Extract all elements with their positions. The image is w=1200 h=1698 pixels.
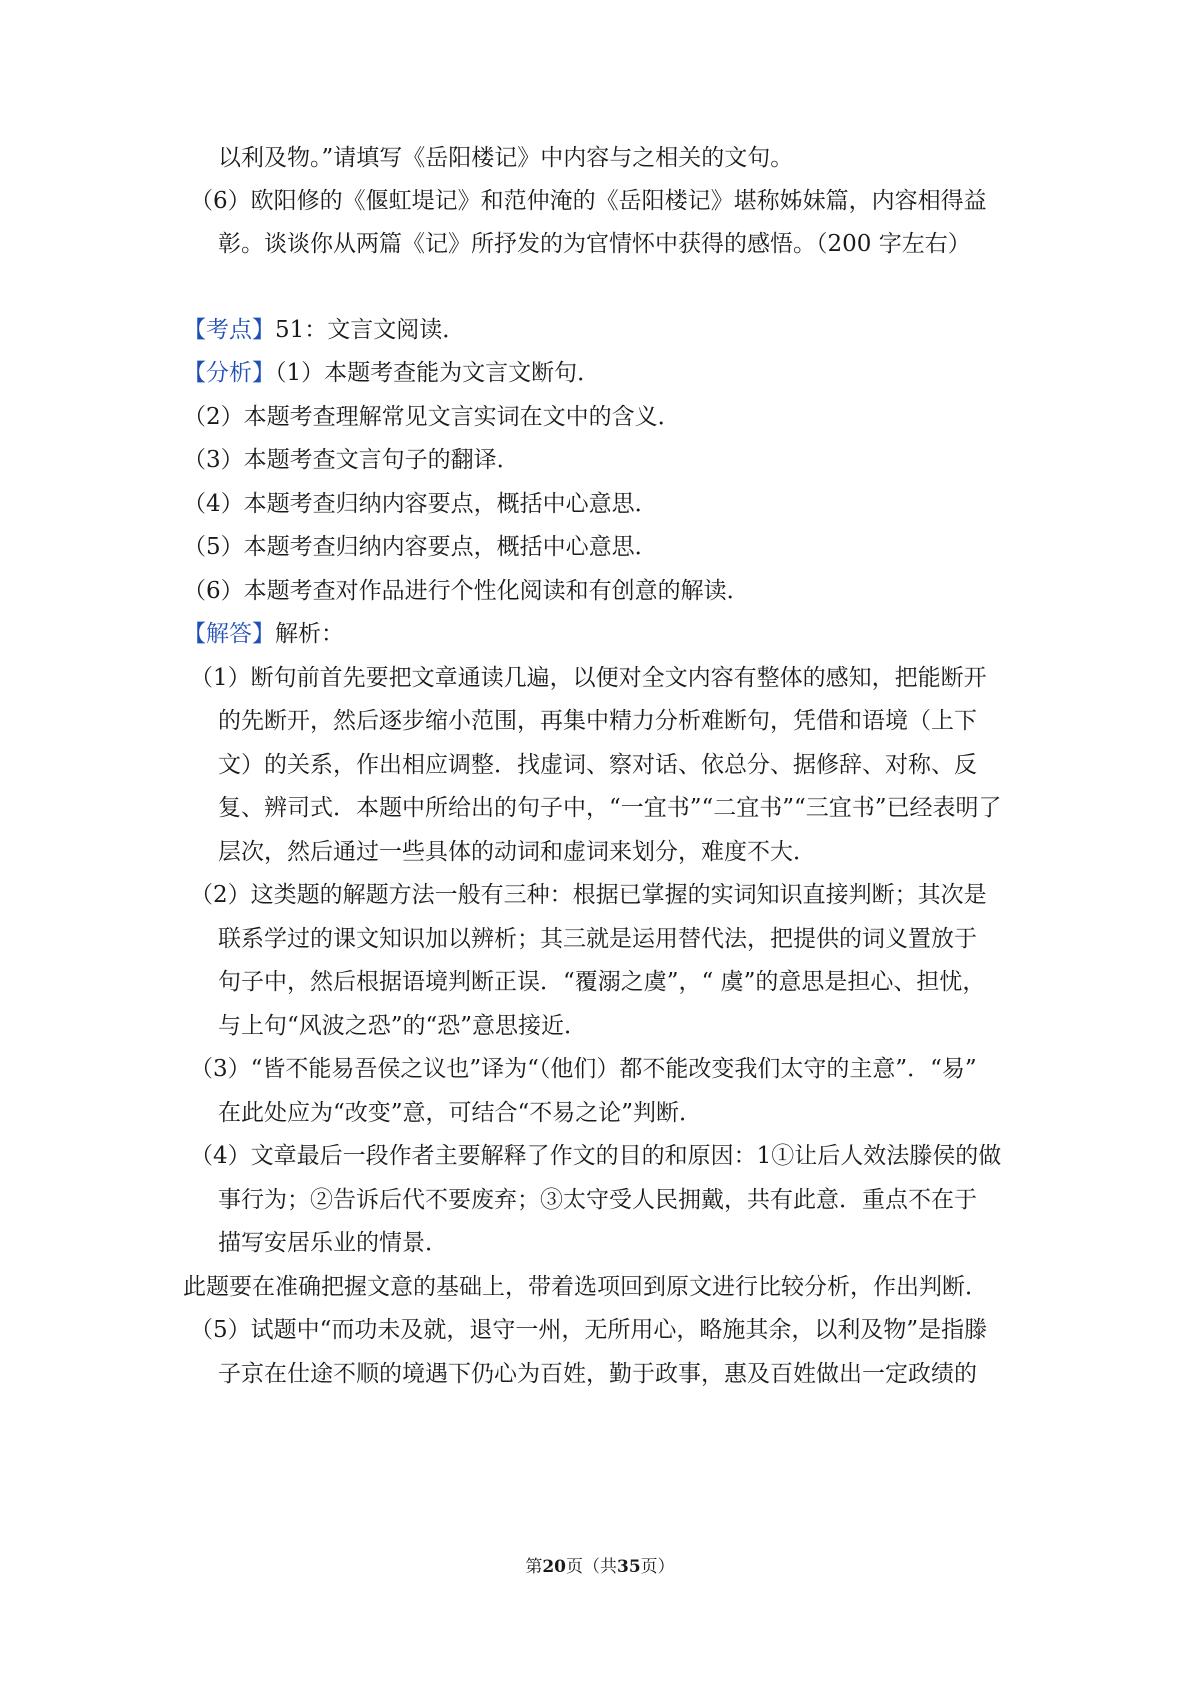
- text-line: （3）“皆不能易吾侯之议也”译为“（他们）都不能改变我们太守的主意”．“易”: [190, 1056, 977, 1082]
- text-line: （4）文章最后一段作者主要解释了作文的目的和原因：1①让后人效法滕侯的做: [190, 1143, 1002, 1169]
- text-line: 描写安居乐业的情景．: [218, 1230, 448, 1256]
- footer-pre: 第: [525, 1557, 543, 1577]
- text-line: （1）断句前首先要把文章通读几遍，以便对全文内容有整体的感知，把能断开: [190, 665, 987, 691]
- text-line: 彰。谈谈你从两篇《记》所抒发的为官情怀中获得的感悟。（200 字左右）: [218, 231, 971, 257]
- text-line: （5）本题考查归纳内容要点，概括中心意思．: [183, 534, 658, 560]
- text-line: 此题要在准确把握文意的基础上，带着选项回到原文进行比较分析，作出判断．: [183, 1274, 988, 1300]
- text-line: 联系学过的课文知识加以辨析；其三就是运用替代法，把提供的词义置放于: [218, 926, 977, 952]
- text-line: 句子中，然后根据语境判断正误．“覆溺之虞”，“ 虞”的意思是担心、担忧，: [218, 969, 986, 995]
- page-footer: [0, 1555, 1200, 1579]
- fenxi-text: （1）本题考查能为文言文断句．: [275, 360, 601, 386]
- text-line: 以利及物。”请填写《岳阳楼记》中内容与之相关的文句。: [218, 145, 794, 171]
- text-line: （2）本题考查理解常见文言实词在文中的含义．: [183, 404, 681, 430]
- footer-mid: 页（共: [566, 1557, 617, 1577]
- fenxi-line: [183, 357, 600, 389]
- text-line: 子京在仕途不顺的境遇下仍心为百姓，勤于政事，惠及百姓做出一定政绩的: [218, 1361, 977, 1387]
- text-line: 的先断开，然后逐步缩小范围，再集中精力分析难断句，凭借和语境（上下: [218, 708, 977, 734]
- text-line: 事行为；②告诉后代不要废弃；③太守受人民拥戴，共有此意．重点不在于: [218, 1187, 977, 1213]
- text-line: （5）试题中“而功未及就，退守一州，无所用心，略施其余，以利及物”是指滕: [190, 1317, 988, 1343]
- page-total: 35: [617, 1557, 641, 1577]
- text-line: （4）本题考查归纳内容要点，概括中心意思．: [183, 491, 658, 517]
- jieda-text: 解析：: [275, 621, 344, 647]
- kaodian-line: [183, 314, 465, 346]
- fenxi-tag: 【分析】: [183, 360, 275, 386]
- text-line: （6）本题考查对作品进行个性化阅读和有创意的解读．: [183, 578, 750, 604]
- footer-post: 页）: [640, 1557, 675, 1577]
- text-line: （6）欧阳修的《偃虹堤记》和范仲淹的《岳阳楼记》堪称姊妹篇，内容相得益: [190, 188, 987, 214]
- text-line: 在此处应为“改变”意，可结合“不易之论”判断．: [218, 1100, 703, 1126]
- text-line: 复、辨司式．本题中所给出的句子中，“一宜书”“二宜书”“三宜书”已经表明了: [218, 795, 1002, 821]
- text-line: （2）这类题的解题方法一般有三种：根据已掌握的实词知识直接判断；其次是: [190, 882, 987, 908]
- text-line: 层次，然后通过一些具体的动词和虚词来划分，难度不大．: [218, 839, 816, 865]
- text-line: （3）本题考查文言句子的翻译．: [183, 447, 520, 473]
- page-number: 20: [542, 1557, 566, 1577]
- jieda-line: [183, 618, 344, 650]
- kaodian-tag: 【考点】: [183, 317, 275, 343]
- jieda-tag: 【解答】: [183, 621, 275, 647]
- text-line: 与上句“风波之恐”的“恐”意思接近．: [218, 1013, 588, 1039]
- kaodian-text: 51：文言文阅读．: [275, 317, 466, 343]
- text-line: 文）的关系，作出相应调整．找虚词、察对话、依总分、据修辞、对称、反: [218, 752, 977, 778]
